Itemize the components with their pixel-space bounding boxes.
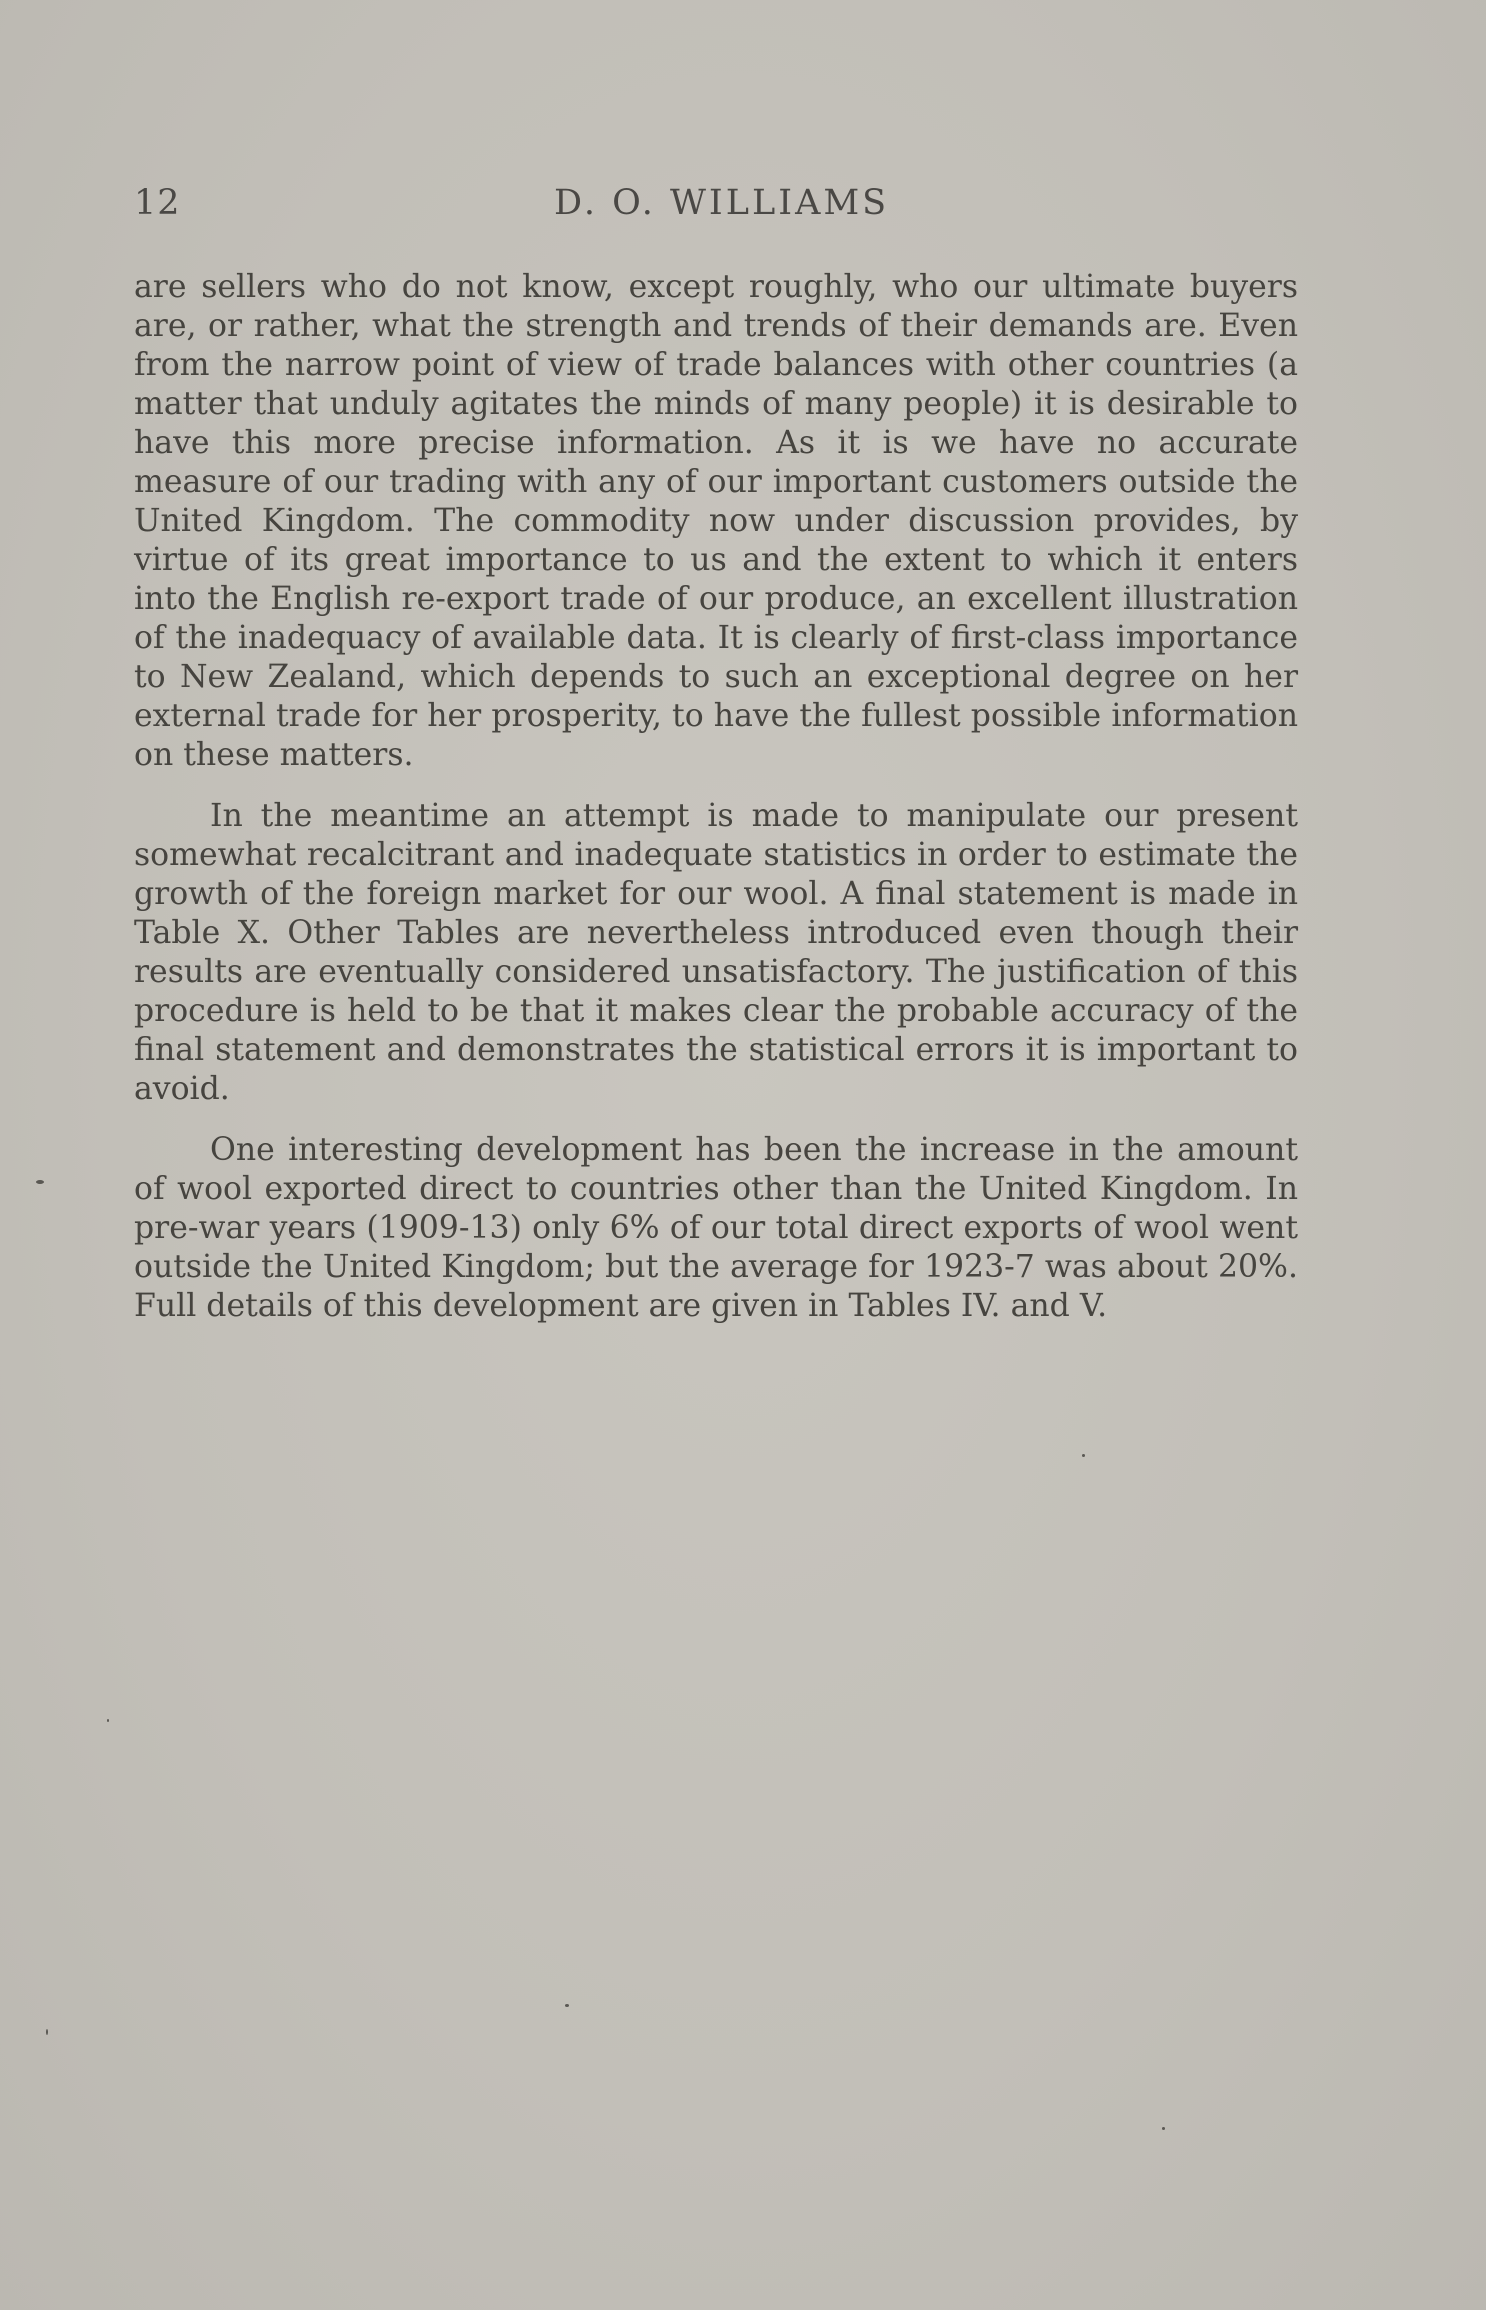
paragraph-1: are sellers who do not know, except roughly, who our ultimate buyers are, or rather, what the strength and trends of their demands are. Even from the narrow point of view of trade balances with other countries (a matter that unduly agitates the minds of many people) it is desirable to have this more precise information. As it is we have no accurate measure of our trading with any of our important customers outside the United Kingdom. The commodity now under discussion provides, by virtue of its great importance to us and the extent to which it enters into the English re-export trade of our produce, an excellent illustration of the inadequacy of available data. It is clearly of first-class importance to New Zealand, which depends to such an exceptional degree on her external trade for her prosperity, to have the fullest possible information on these matters. (134, 269, 1298, 773)
scan-speck (1162, 2127, 1165, 2130)
scan-speck (565, 2004, 569, 2007)
scan-speck (107, 1719, 109, 1722)
body-text (134, 268, 1298, 1348)
running-head: D. O. WILLIAMS (554, 183, 890, 223)
paragraph-3: One interesting development has been the increase in the amount of wool exported direct to countries other than the United Kingdom. In pre-war years (1909-13) only 6% of our total direct exports of wool went outside the United Kingdom; but the average for 1923-7 was about 20%. Full details of this development are given in Tables IV. and V. (134, 1132, 1298, 1324)
scan-speck (46, 2029, 48, 2035)
scan-speck (36, 1180, 44, 1184)
scan-speck (1082, 1454, 1085, 1457)
paragraph-2: In the meantime an attempt is made to manipulate our present somewhat recalcitrant and inadequate statistics in order to estimate the growth of the foreign market for our wool. A final statement is made in Table X. Other Tables are nevertheless introduced even though their results are eventually considered unsatisfactory. The justification of this procedure is held to be that it makes clear the probable accuracy of the final statement and demonstrates the statistical errors it is important to avoid. (134, 798, 1298, 1107)
page-number: 12 (134, 183, 181, 223)
page-header (134, 183, 1298, 233)
